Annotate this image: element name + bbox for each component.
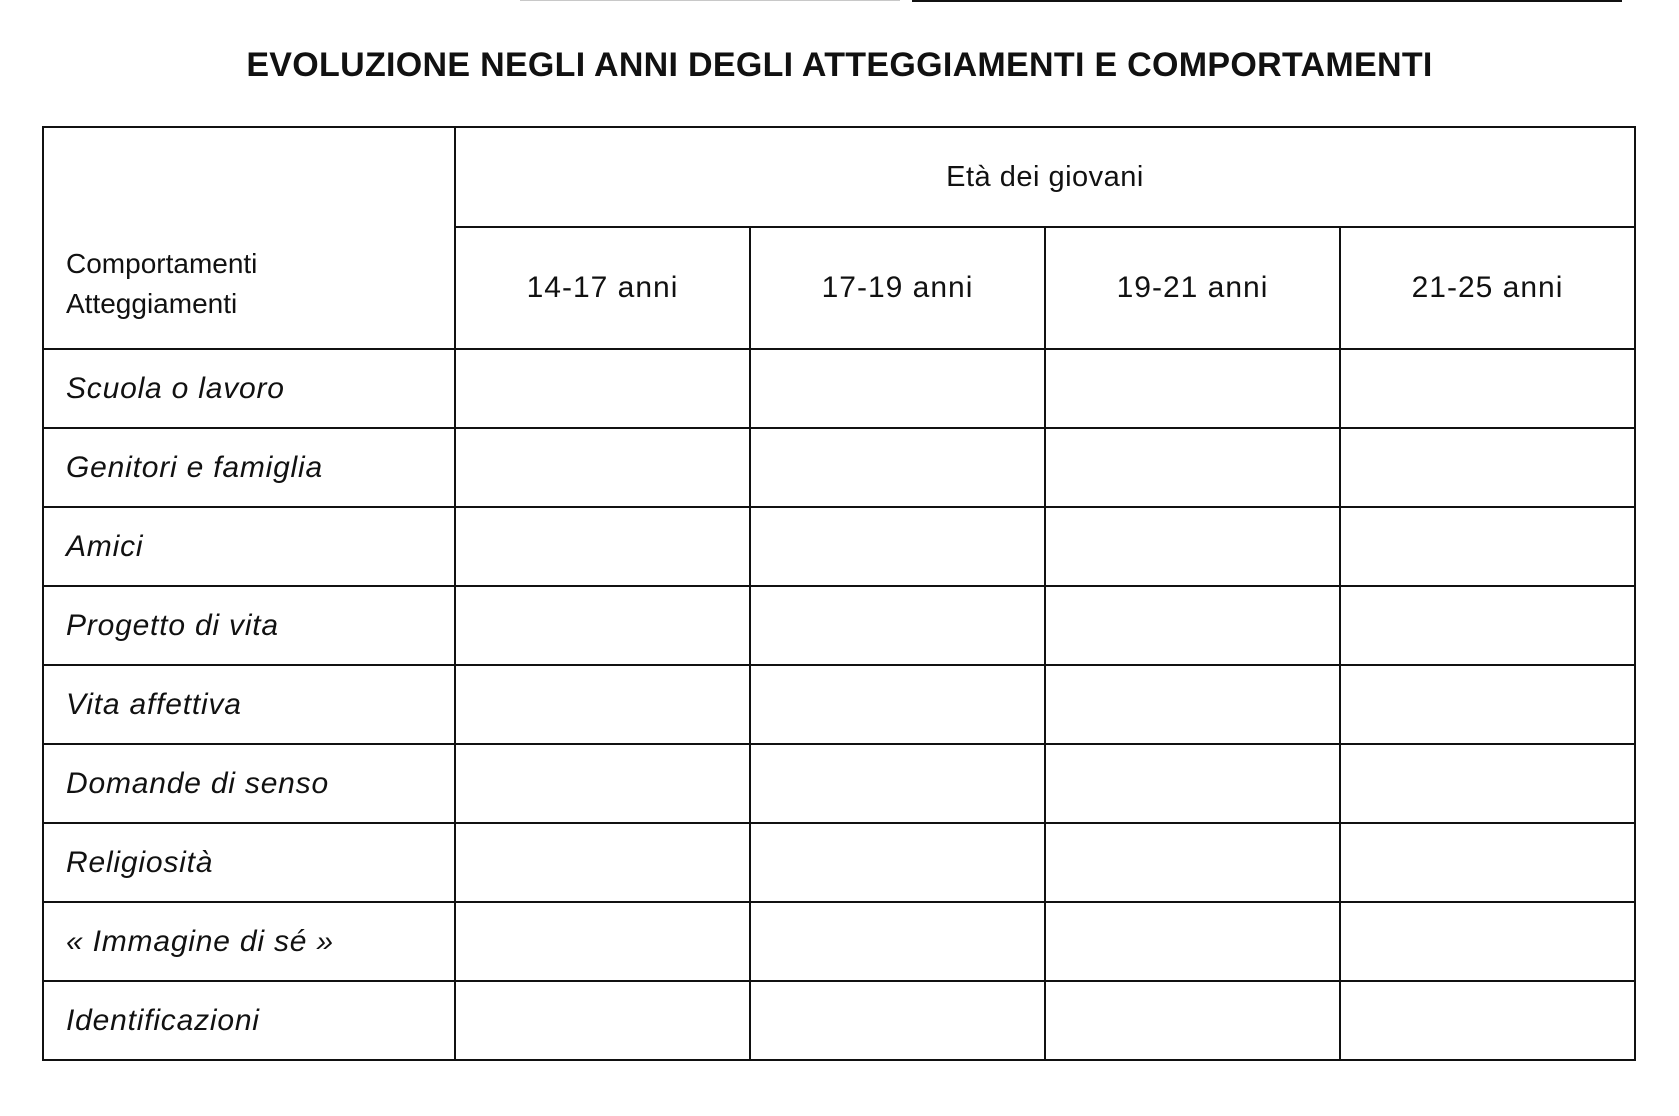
fill-in-cell[interactable] bbox=[455, 665, 750, 744]
top-faint-rule bbox=[520, 0, 900, 1]
age-group-header: Età dei giovani bbox=[455, 127, 1635, 227]
fill-in-cell[interactable] bbox=[750, 586, 1045, 665]
table-row bbox=[43, 586, 1635, 665]
row-label-vita-affettiva: Vita affettiva bbox=[43, 665, 455, 744]
fill-in-cell[interactable] bbox=[1045, 902, 1340, 981]
top-rule bbox=[912, 0, 1622, 2]
fill-in-cell[interactable] bbox=[750, 823, 1045, 902]
table-row bbox=[43, 902, 1635, 981]
fill-in-cell[interactable] bbox=[455, 507, 750, 586]
fill-in-cell[interactable] bbox=[455, 744, 750, 823]
fill-in-cell[interactable] bbox=[1340, 902, 1635, 981]
fill-in-cell[interactable] bbox=[1045, 665, 1340, 744]
table-row bbox=[43, 823, 1635, 902]
page-title: EVOLUZIONE NEGLI ANNI DEGLI ATTEGGIAMENTI E COMPORTAMENTI bbox=[246, 46, 1433, 84]
age-column-header: 19-21 anni bbox=[1045, 227, 1340, 349]
fill-in-cell[interactable] bbox=[1340, 823, 1635, 902]
fill-in-cell[interactable] bbox=[455, 902, 750, 981]
age-column-header: 21-25 anni bbox=[1340, 227, 1635, 349]
fill-in-cell[interactable] bbox=[1045, 428, 1340, 507]
fill-in-cell[interactable] bbox=[750, 349, 1045, 428]
fill-in-cell[interactable] bbox=[1340, 586, 1635, 665]
fill-in-cell[interactable] bbox=[1340, 665, 1635, 744]
fill-in-cell[interactable] bbox=[750, 902, 1045, 981]
fill-in-cell[interactable] bbox=[1045, 981, 1340, 1060]
fill-in-cell[interactable] bbox=[750, 507, 1045, 586]
row-label-religiosita: Religiosità bbox=[43, 823, 455, 902]
age-column-header: 14-17 anni bbox=[455, 227, 750, 349]
table-row bbox=[43, 349, 1635, 428]
row-label-amici: Amici bbox=[43, 507, 455, 586]
table-row bbox=[43, 744, 1635, 823]
fill-in-cell[interactable] bbox=[455, 349, 750, 428]
fill-in-cell[interactable] bbox=[1340, 981, 1635, 1060]
fill-in-cell[interactable] bbox=[1045, 823, 1340, 902]
fill-in-cell[interactable] bbox=[1045, 744, 1340, 823]
row-label-identificazioni: Identificazioni bbox=[43, 981, 455, 1060]
age-column-header: 17-19 anni bbox=[750, 227, 1045, 349]
table-row bbox=[43, 981, 1635, 1060]
row-label-scuola: Scuola o lavoro bbox=[43, 349, 455, 428]
corner-label-line1: Comportamenti bbox=[66, 248, 258, 279]
fill-in-cell[interactable] bbox=[455, 981, 750, 1060]
fill-in-cell[interactable] bbox=[1340, 428, 1635, 507]
table-row bbox=[43, 428, 1635, 507]
row-label-domande: Domande di senso bbox=[43, 744, 455, 823]
fill-in-cell[interactable] bbox=[1045, 349, 1340, 428]
header-row-group bbox=[43, 127, 1635, 227]
row-label-genitori: Genitori e famiglia bbox=[43, 428, 455, 507]
fill-in-cell[interactable] bbox=[1045, 507, 1340, 586]
evolution-table bbox=[42, 126, 1636, 1061]
table-row bbox=[43, 665, 1635, 744]
fill-in-cell[interactable] bbox=[1340, 349, 1635, 428]
row-label-immagine: « Immagine di sé » bbox=[43, 902, 455, 981]
corner-header-cell bbox=[43, 127, 455, 349]
fill-in-cell[interactable] bbox=[455, 428, 750, 507]
fill-in-cell[interactable] bbox=[1045, 586, 1340, 665]
fill-in-cell[interactable] bbox=[750, 981, 1045, 1060]
fill-in-cell[interactable] bbox=[750, 428, 1045, 507]
table-row bbox=[43, 507, 1635, 586]
fill-in-cell[interactable] bbox=[1340, 507, 1635, 586]
fill-in-cell[interactable] bbox=[455, 823, 750, 902]
fill-in-cell[interactable] bbox=[750, 665, 1045, 744]
corner-label-line2: Atteggiamenti bbox=[66, 288, 238, 319]
fill-in-cell[interactable] bbox=[750, 744, 1045, 823]
row-label-progetto: Progetto di vita bbox=[43, 586, 455, 665]
fill-in-cell[interactable] bbox=[1340, 744, 1635, 823]
fill-in-cell[interactable] bbox=[455, 586, 750, 665]
